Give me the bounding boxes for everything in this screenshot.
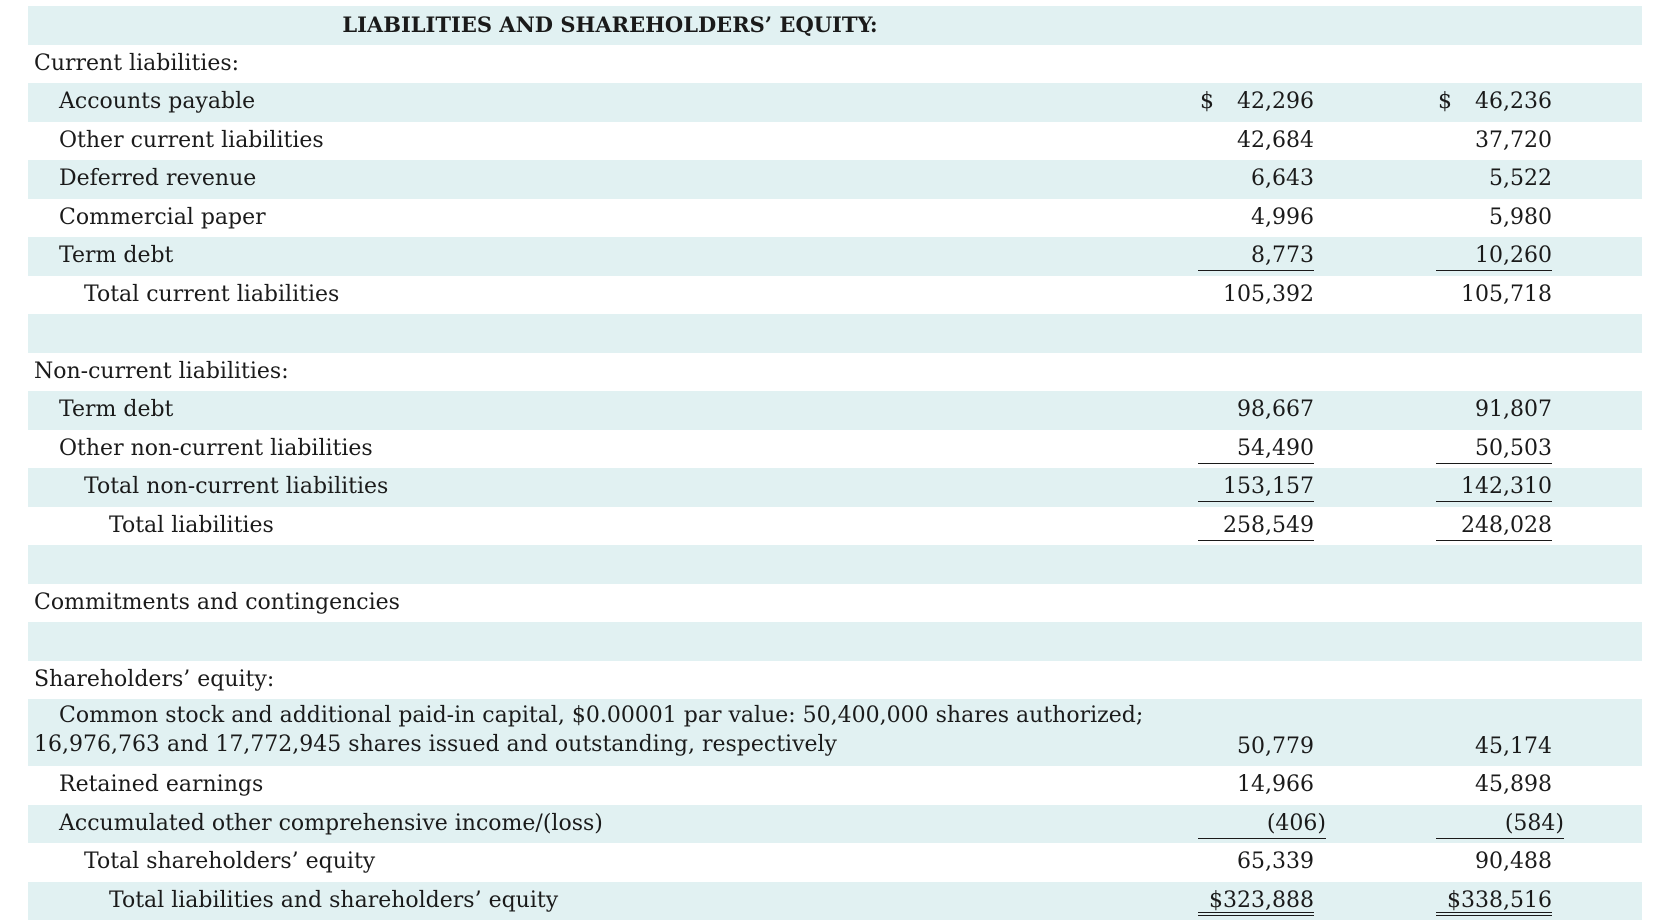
table-row bbox=[28, 391, 1642, 430]
value-current-year: 50,779 bbox=[1198, 732, 1314, 762]
row-label: Term debt bbox=[59, 237, 173, 276]
value-current-year: 258,549 bbox=[1198, 511, 1314, 541]
value-current-year: 153,157 bbox=[1198, 472, 1314, 502]
grand-total-row bbox=[28, 882, 1642, 920]
value-current-year: 8,773 bbox=[1198, 241, 1314, 271]
value-current-year: $323,888 bbox=[1198, 886, 1314, 916]
current-liabilities-heading: Current liabilities: bbox=[34, 45, 239, 84]
value-prior-year: 50,503 bbox=[1436, 434, 1552, 464]
value-current-year: 65,339 bbox=[1198, 847, 1314, 877]
value-current-year: 14,966 bbox=[1198, 770, 1314, 800]
row-label: Term debt bbox=[59, 391, 173, 430]
value-prior-year: 5,522 bbox=[1436, 164, 1552, 194]
currency-symbol: $ bbox=[1438, 87, 1452, 117]
value-current-year: 6,643 bbox=[1198, 164, 1314, 194]
table-row bbox=[28, 766, 1642, 805]
value-prior-year: 45,898 bbox=[1436, 770, 1552, 800]
row-label: Total non-current liabilities bbox=[84, 468, 388, 507]
total-row bbox=[28, 276, 1642, 315]
noncurrent-liabilities-heading-row bbox=[28, 353, 1642, 392]
currency-symbol: $ bbox=[1200, 87, 1214, 117]
equity-heading-row bbox=[28, 661, 1642, 700]
row-label: Other non-current liabilities bbox=[59, 430, 373, 469]
row-label: Retained earnings bbox=[59, 766, 263, 805]
value-prior-year: 105,718 bbox=[1436, 280, 1552, 310]
value-current-year: 42,684 bbox=[1198, 126, 1314, 156]
commitments-label: Commitments and contingencies bbox=[34, 584, 400, 623]
table-row bbox=[28, 199, 1642, 238]
row-label: Accounts payable bbox=[59, 83, 255, 122]
value-current-year: 4,996 bbox=[1198, 203, 1314, 233]
spacer-row bbox=[28, 545, 1642, 584]
row-label: Accumulated other comprehensive income/(loss) bbox=[59, 805, 603, 844]
table-row bbox=[28, 160, 1642, 199]
common-stock-label-line2: 16,976,763 and 17,772,945 shares issued and outstanding, respectively bbox=[34, 730, 837, 760]
value-prior-year: 248,028 bbox=[1436, 511, 1552, 541]
row-label: Total liabilities and shareholders’ equity bbox=[109, 882, 558, 920]
value-current-year: 105,392 bbox=[1198, 280, 1314, 310]
table-row bbox=[28, 237, 1642, 276]
table-row bbox=[28, 83, 1642, 122]
commitments-row bbox=[28, 584, 1642, 623]
value-prior-year: $ 46,236 bbox=[1436, 87, 1552, 117]
row-label: Other current liabilities bbox=[59, 122, 324, 161]
row-label: Total current liabilities bbox=[84, 276, 339, 315]
total-row bbox=[28, 843, 1642, 882]
common-stock-label-line1: Common stock and additional paid-in capital, $0.00001 par value: 50,400,000 shares authorized; bbox=[59, 701, 1143, 731]
row-label: Total shareholders’ equity bbox=[84, 843, 375, 882]
value-prior-year: 5,980 bbox=[1436, 203, 1552, 233]
row-label: Total liabilities bbox=[109, 507, 274, 546]
value-prior-year: (584) bbox=[1436, 809, 1564, 839]
value-current-year: 98,667 bbox=[1198, 395, 1314, 425]
total-row bbox=[28, 507, 1642, 546]
balance-sheet-table bbox=[28, 6, 1642, 920]
value-prior-year: 10,260 bbox=[1436, 241, 1552, 271]
value-current-year: (406) bbox=[1198, 809, 1326, 839]
table-row bbox=[28, 805, 1642, 844]
total-row bbox=[28, 468, 1642, 507]
value-prior-year: 37,720 bbox=[1436, 126, 1552, 156]
equity-heading: Shareholders’ equity: bbox=[34, 661, 274, 700]
value-prior-year: $338,516 bbox=[1436, 886, 1552, 916]
value-prior-year: 142,310 bbox=[1436, 472, 1552, 502]
table-row bbox=[28, 122, 1642, 161]
row-label: Commercial paper bbox=[59, 199, 266, 238]
value-current-year: 54,490 bbox=[1198, 434, 1314, 464]
spacer-row bbox=[28, 622, 1642, 661]
value-prior-year: 91,807 bbox=[1436, 395, 1552, 425]
noncurrent-liabilities-heading: Non-current liabilities: bbox=[34, 353, 289, 392]
value-prior-year: 45,174 bbox=[1436, 732, 1552, 762]
table-row bbox=[28, 430, 1642, 469]
row-label: Deferred revenue bbox=[59, 160, 256, 199]
table-row bbox=[28, 699, 1642, 766]
value-current-year: $ 42,296 bbox=[1198, 87, 1314, 117]
current-liabilities-heading-row bbox=[28, 45, 1642, 84]
section-title-row bbox=[28, 6, 1642, 45]
section-title: LIABILITIES AND SHAREHOLDERS’ EQUITY: bbox=[28, 6, 1642, 45]
value-prior-year: 90,488 bbox=[1436, 847, 1552, 877]
spacer-row bbox=[28, 314, 1642, 353]
